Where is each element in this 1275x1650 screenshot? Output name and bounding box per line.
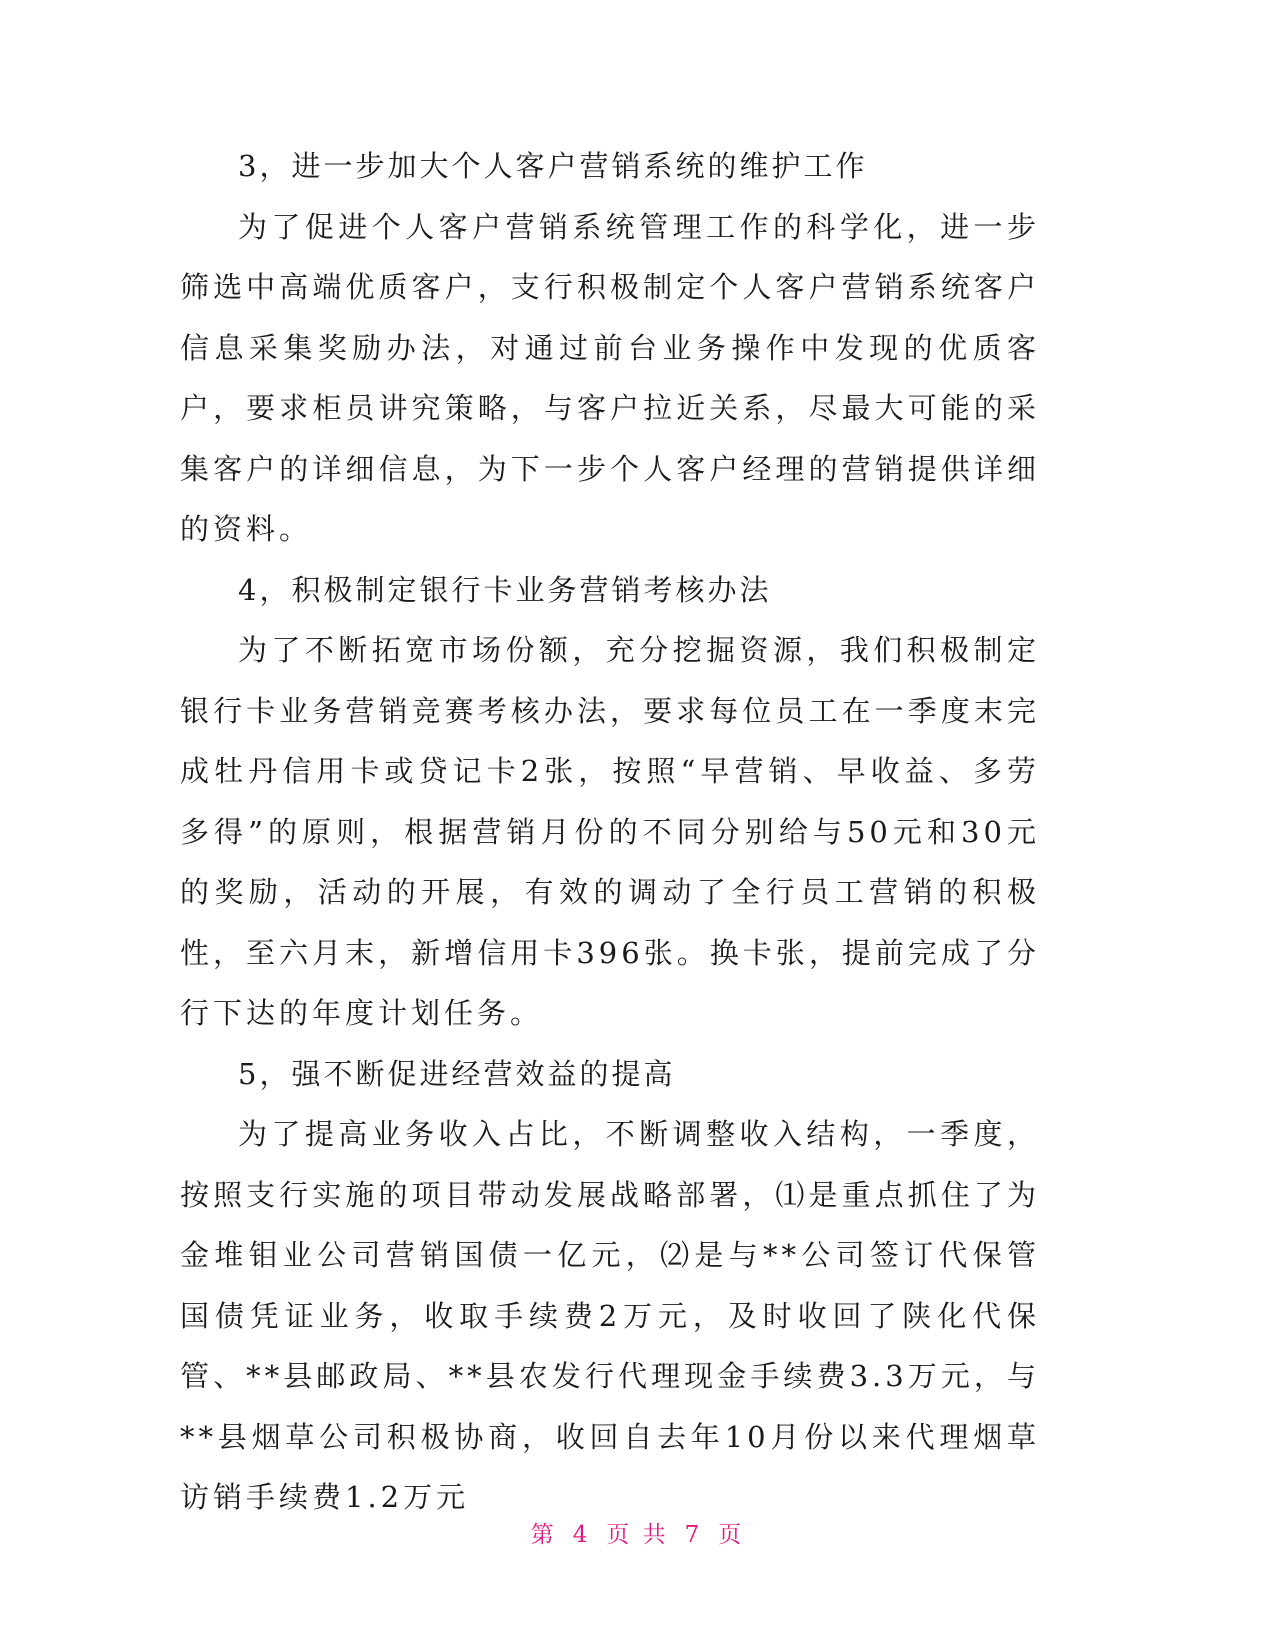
section-paragraph: 为了提高业务收入占比，不断调整收入结构，一季度，按照支行实施的项目带动发展战略部署，⑴是重点抓住了为金堆钼业公司营销国债一亿元，⑵是与**公司签订代保管国债凭证业务，收取手续费2万元，及时收回了陕化代保管、**县邮政局、**县农发行代理现金手续费3.3万元，与**县烟草公司积极协商，收回自去年10月份以来代理烟草访销手续费1.2万元 xyxy=(180,1117,1040,1514)
footer-total-pages: 7 xyxy=(684,1522,703,1548)
footer-middle: 页 共 xyxy=(606,1522,669,1548)
section-paragraph: 为了促进个人客户营销系统管理工作的科学化，进一步筛选中高端优质客户，支行积极制定个人客户营销系统客户信息采集奖励办法，对通过前台业务操作中发现的优质客户，要求柜员讲究策略，与客户拉近关系，尽最大可能的采集客户的详细信息，为下一步个人客户经理的营销提供详细的资料。 xyxy=(180,209,1040,546)
section-heading: 4，积极制定银行卡业务营销考核办法 xyxy=(238,572,772,607)
section-heading: 5，强不断促进经营效益的提高 xyxy=(238,1056,676,1091)
footer-suffix: 页 xyxy=(718,1522,745,1548)
footer-prefix: 第 xyxy=(530,1522,557,1548)
page-footer xyxy=(0,1516,1275,1549)
section-paragraph: 为了不断拓宽市场份额，充分挖掘资源，我们积极制定银行卡业务营销竞赛考核办法，要求每位员工在一季度末完成牡丹信用卡或贷记卡2张，按照“早营销、早收益、多劳多得”的原则，根据营销月份的不同分别给与50元和30元的奖励，活动的开展，有效的调动了全行员工营销的积极性，至六月末，新增信用卡396张。换卡张，提前完成了分行下达的年度计划任务。 xyxy=(180,633,1040,1030)
footer-current-page: 4 xyxy=(572,1522,591,1548)
document-body xyxy=(180,136,1040,1528)
section-heading: 3，进一步加大个人客户营销系统的维护工作 xyxy=(238,149,868,183)
